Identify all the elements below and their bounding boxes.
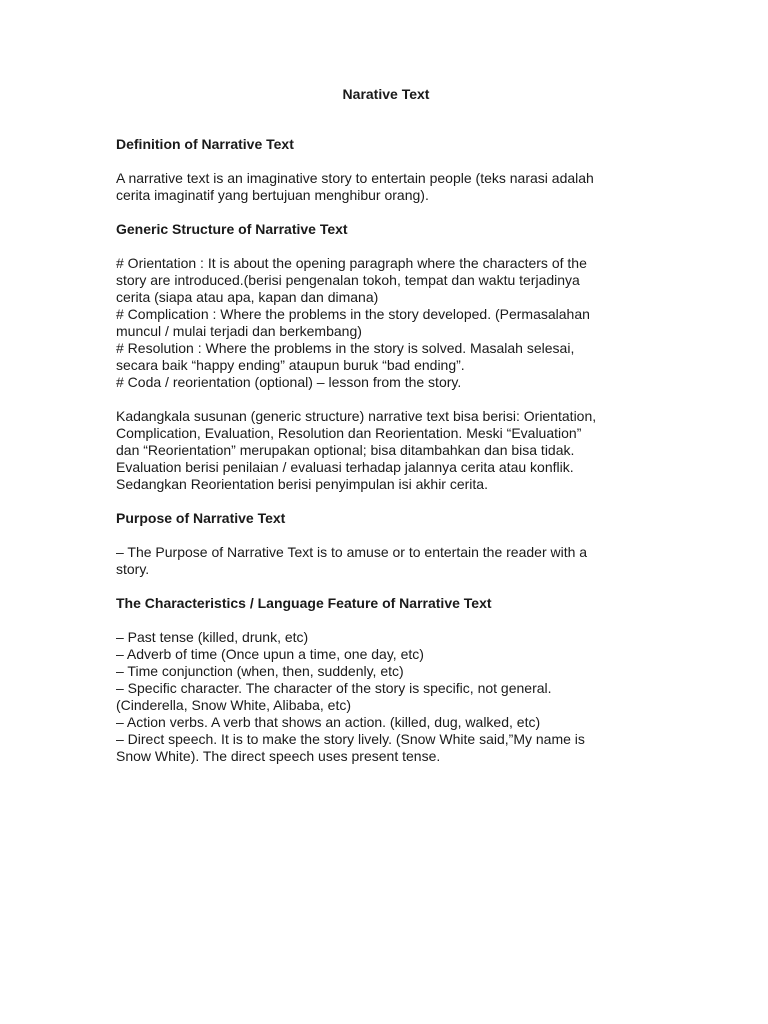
definition-heading: Definition of Narrative Text xyxy=(116,136,294,152)
structure-list xyxy=(116,255,656,391)
characteristic-item: – Action verbs. A verb that shows an action. (killed, dug, walked, etc) xyxy=(116,714,541,730)
characteristic-item: – Specific character. The character of the story is specific, not general. (Cinderella, Snow White, Alibaba, etc) xyxy=(116,680,552,713)
characteristic-item: – Past tense (killed, drunk, etc) xyxy=(116,629,309,645)
structure-item-resolution: # Resolution : Where the problems in the story is solved. Masalah selesai, secara baik “happy ending” ataupun buruk “bad ending”. xyxy=(116,340,575,373)
structure-item-complication: # Complication : Where the problems in the story developed. (Permasalahan muncul / mulai terjadi dan berkembang) xyxy=(116,306,590,339)
document-title: Narative Text xyxy=(342,86,430,102)
definition-text: A narrative text is an imaginative story to entertain people (teks narasi adalah cerita imaginatif yang bertujuan menghibur orang). xyxy=(116,170,594,203)
characteristics-heading: The Characteristics / Language Feature of Narrative Text xyxy=(116,595,492,611)
characteristics-list xyxy=(116,629,656,765)
structure-item-orientation: # Orientation : It is about the opening paragraph where the characters of the story are introduced.(berisi pengenalan tokoh, tempat dan waktu terjadinya cerita (siapa atau apa, kapan dan dimana) xyxy=(116,255,587,305)
purpose-text: – The Purpose of Narrative Text is to amuse or to entertain the reader with a story. xyxy=(116,544,588,577)
characteristic-item: – Adverb of time (Once upun a time, one day, etc) xyxy=(116,646,424,662)
structure-note: Kadangkala susunan (generic structure) narrative text bisa berisi: Orientation, Complication, Evaluation, Resolution dan Reorientation. Meski “Evaluation” dan “Reorientation” merupakan optional; bisa ditambahkan dan bisa tidak. Evaluation berisi penilaian / evaluasi terhadap jalannya cerita atau konflik. Sedangkan Reorientation berisi penyimpulan isi akhir cerita. xyxy=(116,408,597,492)
characteristic-item: – Direct speech. It is to make the story lively. (Snow White said,”My name is Snow White). The direct speech uses present tense. xyxy=(116,731,585,764)
structure-item-coda: # Coda / reorientation (optional) – lesson from the story. xyxy=(116,374,462,390)
purpose-heading: Purpose of Narrative Text xyxy=(116,510,286,526)
document-page xyxy=(116,86,656,782)
characteristic-item: – Time conjunction (when, then, suddenly, etc) xyxy=(116,663,404,679)
structure-heading: Generic Structure of Narrative Text xyxy=(116,221,348,237)
